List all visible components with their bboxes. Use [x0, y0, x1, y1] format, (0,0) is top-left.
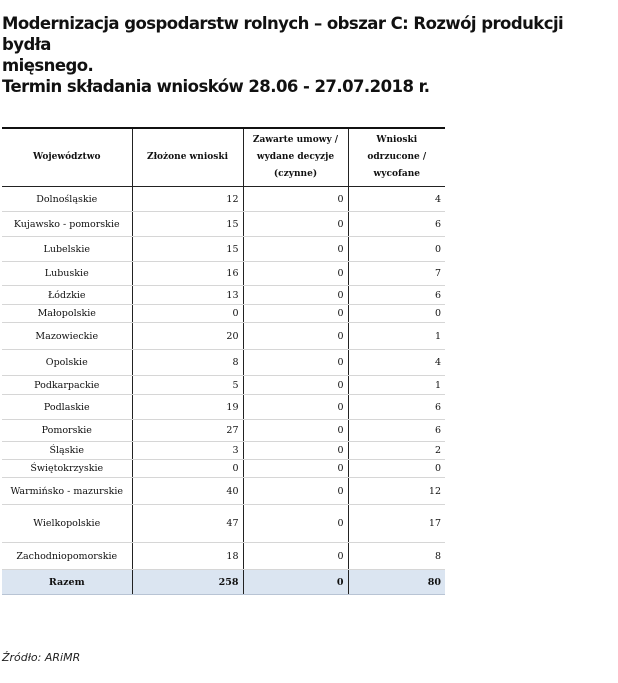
cell-contracts: 0: [243, 305, 348, 323]
applications-table: [2, 127, 445, 595]
header-submitted: Złożone wnioski: [132, 128, 243, 187]
cell-voivodeship: Łódzkie: [2, 286, 132, 305]
header-contracts: Zawarte umowy / wydane decyzje (czynne): [243, 128, 348, 187]
table-header-row: [2, 128, 445, 187]
cell-voivodeship: Świętokrzyskie: [2, 460, 132, 478]
cell-voivodeship: Małopolskie: [2, 305, 132, 323]
cell-voivodeship: Warmińsko - mazurskie: [2, 478, 132, 505]
cell-contracts: 0: [243, 478, 348, 505]
total-rejected: 80: [348, 570, 445, 595]
cell-submitted: 16: [132, 262, 243, 286]
cell-rejected: 17: [348, 505, 445, 543]
page-title: [2, 13, 607, 97]
cell-contracts: 0: [243, 543, 348, 570]
cell-rejected: 1: [348, 323, 445, 350]
cell-submitted: 20: [132, 323, 243, 350]
table-row: [2, 505, 445, 543]
cell-rejected: 8: [348, 543, 445, 570]
table-row: [2, 212, 445, 237]
cell-rejected: 6: [348, 420, 445, 442]
cell-contracts: 0: [243, 442, 348, 460]
cell-rejected: 0: [348, 305, 445, 323]
cell-submitted: 19: [132, 395, 243, 420]
table-body: [2, 187, 445, 595]
table-row: [2, 350, 445, 376]
cell-voivodeship: Wielkopolskie: [2, 505, 132, 543]
cell-submitted: 13: [132, 286, 243, 305]
table-row: [2, 237, 445, 262]
table-row: [2, 395, 445, 420]
table-row: [2, 420, 445, 442]
table-row: [2, 286, 445, 305]
table-row: [2, 187, 445, 212]
cell-submitted: 18: [132, 543, 243, 570]
cell-voivodeship: Dolnośląskie: [2, 187, 132, 212]
cell-voivodeship: Kujawsko - pomorskie: [2, 212, 132, 237]
table-row: [2, 262, 445, 286]
cell-rejected: 7: [348, 262, 445, 286]
cell-rejected: 6: [348, 212, 445, 237]
cell-voivodeship: Lubuskie: [2, 262, 132, 286]
total-submitted: 258: [132, 570, 243, 595]
table-row: [2, 478, 445, 505]
cell-contracts: 0: [243, 286, 348, 305]
cell-submitted: 3: [132, 442, 243, 460]
cell-contracts: 0: [243, 262, 348, 286]
cell-submitted: 8: [132, 350, 243, 376]
cell-contracts: 0: [243, 460, 348, 478]
cell-submitted: 5: [132, 376, 243, 395]
table-row: [2, 376, 445, 395]
total-contracts: 0: [243, 570, 348, 595]
cell-voivodeship: Mazowieckie: [2, 323, 132, 350]
total-label: Razem: [2, 570, 132, 595]
cell-voivodeship: Śląskie: [2, 442, 132, 460]
cell-contracts: 0: [243, 420, 348, 442]
header-voivodeship: Województwo: [2, 128, 132, 187]
table-row: [2, 543, 445, 570]
cell-rejected: 12: [348, 478, 445, 505]
cell-rejected: 2: [348, 442, 445, 460]
cell-contracts: 0: [243, 237, 348, 262]
cell-voivodeship: Podlaskie: [2, 395, 132, 420]
cell-rejected: 0: [348, 237, 445, 262]
cell-rejected: 4: [348, 350, 445, 376]
total-row: [2, 570, 445, 595]
cell-voivodeship: Podkarpackie: [2, 376, 132, 395]
source-note: Źródło: ARiMR: [2, 651, 81, 664]
cell-contracts: 0: [243, 187, 348, 212]
table-row: [2, 305, 445, 323]
cell-submitted: 40: [132, 478, 243, 505]
cell-contracts: 0: [243, 505, 348, 543]
cell-submitted: 0: [132, 460, 243, 478]
cell-contracts: 0: [243, 212, 348, 237]
cell-rejected: 6: [348, 395, 445, 420]
cell-contracts: 0: [243, 350, 348, 376]
cell-rejected: 0: [348, 460, 445, 478]
title-line-2: mięsnego.: [2, 56, 94, 75]
table-row: [2, 460, 445, 478]
cell-submitted: 27: [132, 420, 243, 442]
cell-voivodeship: Zachodniopomorskie: [2, 543, 132, 570]
cell-submitted: 0: [132, 305, 243, 323]
header-rejected: Wnioski odrzucone / wycofane: [348, 128, 445, 187]
cell-rejected: 6: [348, 286, 445, 305]
cell-voivodeship: Lubelskie: [2, 237, 132, 262]
cell-submitted: 15: [132, 212, 243, 237]
cell-contracts: 0: [243, 323, 348, 350]
title-line-1: Modernizacja gospodarstw rolnych – obszar C: Rozwój produkcji bydła: [2, 14, 564, 54]
cell-contracts: 0: [243, 395, 348, 420]
cell-voivodeship: Opolskie: [2, 350, 132, 376]
cell-submitted: 47: [132, 505, 243, 543]
cell-rejected: 4: [348, 187, 445, 212]
table-row: [2, 442, 445, 460]
cell-voivodeship: Pomorskie: [2, 420, 132, 442]
cell-contracts: 0: [243, 376, 348, 395]
cell-rejected: 1: [348, 376, 445, 395]
cell-submitted: 12: [132, 187, 243, 212]
title-line-3: Termin składania wniosków 28.06 - 27.07.2018 r.: [2, 77, 430, 96]
cell-submitted: 15: [132, 237, 243, 262]
table-row: [2, 323, 445, 350]
